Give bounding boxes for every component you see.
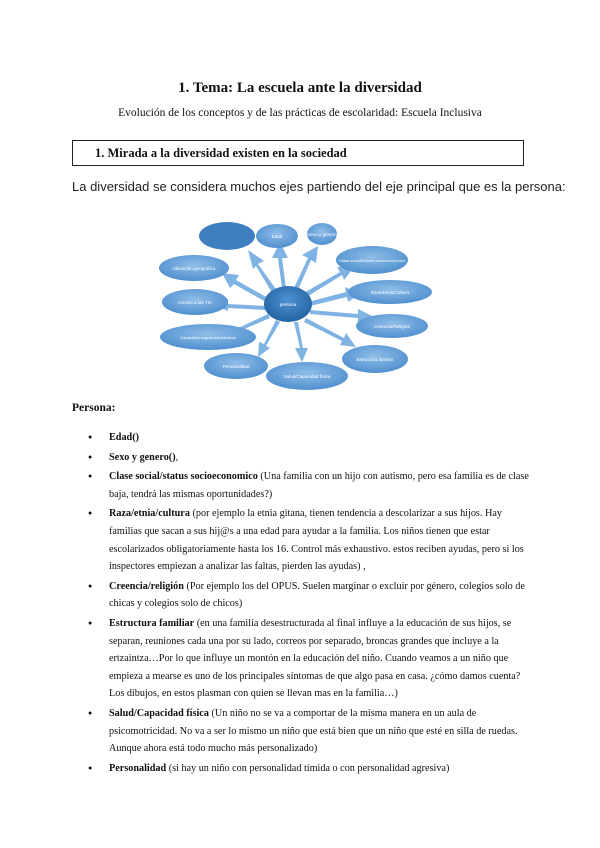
diagram-label-personalidad: Personalidad bbox=[222, 364, 250, 369]
list-item bbox=[72, 578, 532, 613]
diagram-label-capacidad: Capacidad cognitiva/intelectual bbox=[180, 335, 236, 340]
item-term: Salud/Capacidad física bbox=[109, 707, 209, 719]
diagram-label-clase: Clase social/Estatus socioeconómico bbox=[339, 258, 405, 263]
diagram-label-creencia: Creencia/Religión bbox=[373, 324, 411, 329]
persona-heading: Persona: bbox=[72, 402, 116, 414]
page-title: 1. Tema: La escuela ante la diversidad bbox=[178, 80, 422, 96]
diagram-label-salud: Salud/Capacidad física bbox=[283, 374, 331, 379]
item-text: (Un niño no se va a comportar de la misma manera en un aula de psicomotricidad. No va a ser lo mismo un niño que está bien que un niño que esté en silla de ruedas. Aunque ahora está todo mucho más personalizado) bbox=[109, 707, 518, 755]
section-heading-box bbox=[72, 140, 524, 166]
list-item bbox=[72, 705, 532, 758]
item-term: Sexo y genero() bbox=[109, 451, 176, 463]
list-item bbox=[72, 760, 532, 778]
item-text: (Por ejemplo los del OPUS. Suelen marginar o excluir por género, colegios solo de chicas y colegios solo de chicos) bbox=[109, 580, 525, 610]
item-text: (en una familia desestructurada al final influye a la educación de sus hijos, se separan, reuniones cada una por su lado, correos por separado, broncas grandes que incluye a la ertzaintza…Por lo que influye un montón en la educación del niño. Cuando veamos a un niño que empieza a mearse es uno de los principales síntomas de que algo pasa en casa. ¿cómo damos cuenta? Los dibujos, en estos plasman con quien se llevan mas en la familia…) bbox=[109, 617, 521, 700]
list-item bbox=[72, 615, 532, 703]
diagram-node-blank bbox=[199, 222, 255, 250]
item-term: Estructura familiar bbox=[109, 617, 195, 629]
item-term: Edad() bbox=[109, 432, 140, 443]
diversity-diagram bbox=[150, 214, 440, 394]
section-heading: 1. Mirada a la diversidad existen en la sociedad bbox=[95, 146, 347, 160]
item-text: (Una familia con un hijo con autismo, pero esa familia es de clase baja, tendrá las mismas oportunidades?) bbox=[109, 471, 529, 500]
page-subtitle: Evolución de los conceptos y de las prácticas de escolaridad: Escuela Inclusiva bbox=[118, 107, 482, 119]
diagram-label-tic: Acceso a las TIC bbox=[177, 300, 213, 305]
item-text: , bbox=[175, 451, 179, 463]
item-text: (por ejemplo la etnia gitana, tienen tendencia a descolarizar a sus hijos. Hay familias que sacan a sus hij@s a una edad para ayudar a la familia. Los niños tienen que estar escolarizados obligatoriamente hasta los 16. Control más exhaustivo. estos reciben ayudas, pero si los inspectores empiezan a analizar las faltas, pierden las ayudas) , bbox=[109, 508, 524, 573]
diagram-center-label: persona bbox=[279, 302, 297, 307]
persona-list bbox=[72, 429, 532, 779]
diagram-label-ubicacion: Ubicación geográfica bbox=[172, 266, 216, 271]
item-term: Raza/etnia/cultura bbox=[109, 508, 190, 520]
diagram-label-familia: Estructura familiar bbox=[356, 357, 394, 362]
diagram-label-edad: Edad bbox=[271, 234, 283, 239]
item-text: (si hay un niño con personalidad tímida o con personalidad agresiva) bbox=[166, 762, 450, 774]
diagram-label-raza: Raza/Etnia/Cultura bbox=[370, 290, 410, 295]
intro-text: La diversidad se considera muchos ejes partiendo del eje principal que es la persona: bbox=[72, 179, 566, 194]
list-item bbox=[72, 429, 532, 447]
list-item bbox=[72, 505, 532, 575]
item-term: Personalidad bbox=[109, 762, 167, 774]
item-term: Clase social/status socioeconomico bbox=[109, 471, 258, 483]
list-item bbox=[72, 468, 532, 503]
diagram-label-sexo: Sexo y género bbox=[307, 232, 337, 237]
item-term: Creencia/religión bbox=[109, 580, 184, 592]
list-item bbox=[72, 449, 532, 467]
